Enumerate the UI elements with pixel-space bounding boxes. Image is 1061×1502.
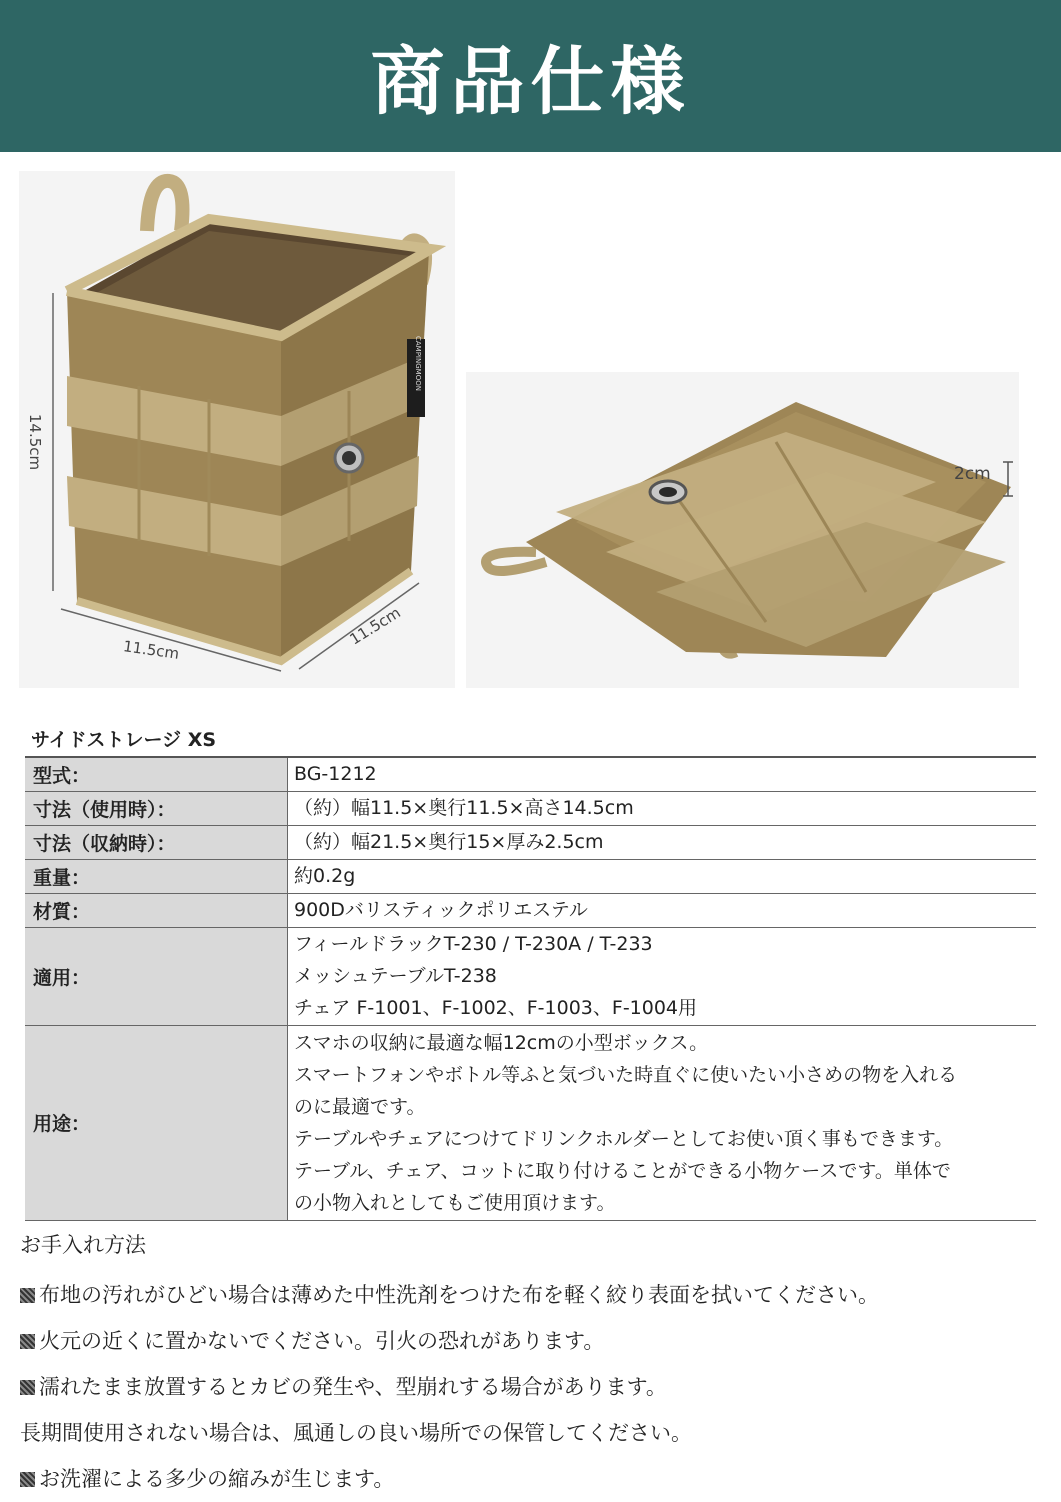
height-dimension-label: 14.5cm bbox=[26, 413, 45, 471]
spec-value: （約）幅11.5×奥行11.5×高さ14.5cm bbox=[288, 791, 1037, 825]
care-item bbox=[20, 1272, 1060, 1318]
spec-row-compatibility bbox=[25, 927, 1036, 1025]
spec-row-size-in-use bbox=[25, 791, 1036, 825]
spec-value: （約）幅21.5×奥行15×厚み2.5cm bbox=[288, 825, 1037, 859]
spec-value-line: スマートフォンやボトル等ふと気づいた時直ぐに使いたい小さめの物を入れる bbox=[294, 1063, 958, 1086]
spec-label: 寸法（使用時）： bbox=[25, 791, 288, 825]
care-title: お手入れ方法 bbox=[20, 1233, 146, 1257]
spec-value-line: の小物入れとしてもご使用頂けます。 bbox=[294, 1191, 616, 1214]
spec-value bbox=[288, 927, 1037, 1025]
spec-value bbox=[288, 1025, 1037, 1220]
spec-value-line: スマホの収納に最適な幅12cmの小型ボックス。 bbox=[294, 1031, 709, 1054]
spec-label: 寸法（収納時）： bbox=[25, 825, 288, 859]
care-instructions bbox=[20, 1226, 1060, 1502]
spec-value-line: メッシュテーブルT-238 bbox=[294, 965, 497, 987]
spec-value: 900Dバリスティックポリエステル bbox=[288, 893, 1037, 927]
spec-row-size-stored bbox=[25, 825, 1036, 859]
spec-value-line: のに最適です。 bbox=[294, 1095, 426, 1118]
care-item bbox=[20, 1364, 1060, 1410]
spec-table bbox=[25, 721, 1036, 1221]
spec-row-weight bbox=[25, 859, 1036, 893]
spec-label: 重量： bbox=[25, 859, 288, 893]
folded-box-illustration bbox=[466, 372, 1019, 688]
checkbox-bullet-icon bbox=[20, 1472, 35, 1487]
page-title: 商品仕様 bbox=[370, 39, 691, 125]
depth-dimension-label: 11.5cm bbox=[346, 603, 404, 649]
spec-row-model bbox=[25, 757, 1036, 791]
spec-label: 材質： bbox=[25, 893, 288, 927]
spec-value-line: テーブルやチェアにつけてドリンクホルダーとしてお使い頂く事もできます。 bbox=[294, 1127, 954, 1150]
spec-table-title: サイドストレージ XS bbox=[25, 721, 1036, 757]
spec-row-material bbox=[25, 893, 1036, 927]
product-photo-standing bbox=[19, 171, 455, 688]
care-item-text: 長期間使用されない場合は、風通しの良い場所での保管してください。 bbox=[20, 1421, 692, 1445]
brand-tag-text: CAMPINGMOON bbox=[414, 336, 422, 391]
spec-row-usage bbox=[25, 1025, 1036, 1220]
spec-label: 適用： bbox=[25, 927, 288, 1025]
care-item-text: 濡れたまま放置するとカビの発生や、型崩れする場合があります。 bbox=[39, 1375, 667, 1399]
care-item-text: 布地の汚れがひどい場合は薄めた中性洗剤をつけた布を軽く絞り表面を拭いてください。 bbox=[39, 1283, 879, 1307]
header-banner bbox=[0, 0, 1061, 152]
spec-label: 用途： bbox=[25, 1025, 288, 1220]
spec-value-line: フィールドラックT-230 / T-230A / T-233 bbox=[294, 933, 653, 955]
care-item-text: お洗濯による多少の縮みが生じます。 bbox=[39, 1467, 395, 1491]
care-item bbox=[20, 1318, 1060, 1364]
care-item bbox=[20, 1456, 1060, 1502]
checkbox-bullet-icon bbox=[20, 1380, 35, 1395]
checkbox-bullet-icon bbox=[20, 1334, 35, 1349]
width-dimension-label: 11.5cm bbox=[122, 637, 181, 663]
spec-label: 型式： bbox=[25, 757, 288, 791]
spec-value-line: テーブル、チェア、コットに取り付けることができる小物ケースです。単体で bbox=[294, 1159, 951, 1182]
spec-value: 約0.2g bbox=[288, 859, 1037, 893]
care-item-text: 火元の近くに置かないでください。引火の恐れがあります。 bbox=[39, 1329, 605, 1353]
thickness-dimension-label: 2cm bbox=[954, 464, 991, 484]
checkbox-bullet-icon bbox=[20, 1288, 35, 1303]
care-item bbox=[20, 1410, 1060, 1456]
spec-value: BG-1212 bbox=[288, 757, 1037, 791]
product-photo-folded bbox=[466, 372, 1019, 688]
spec-value-line: チェア F-1001、F-1002、F-1003、F-1004用 bbox=[294, 997, 698, 1019]
